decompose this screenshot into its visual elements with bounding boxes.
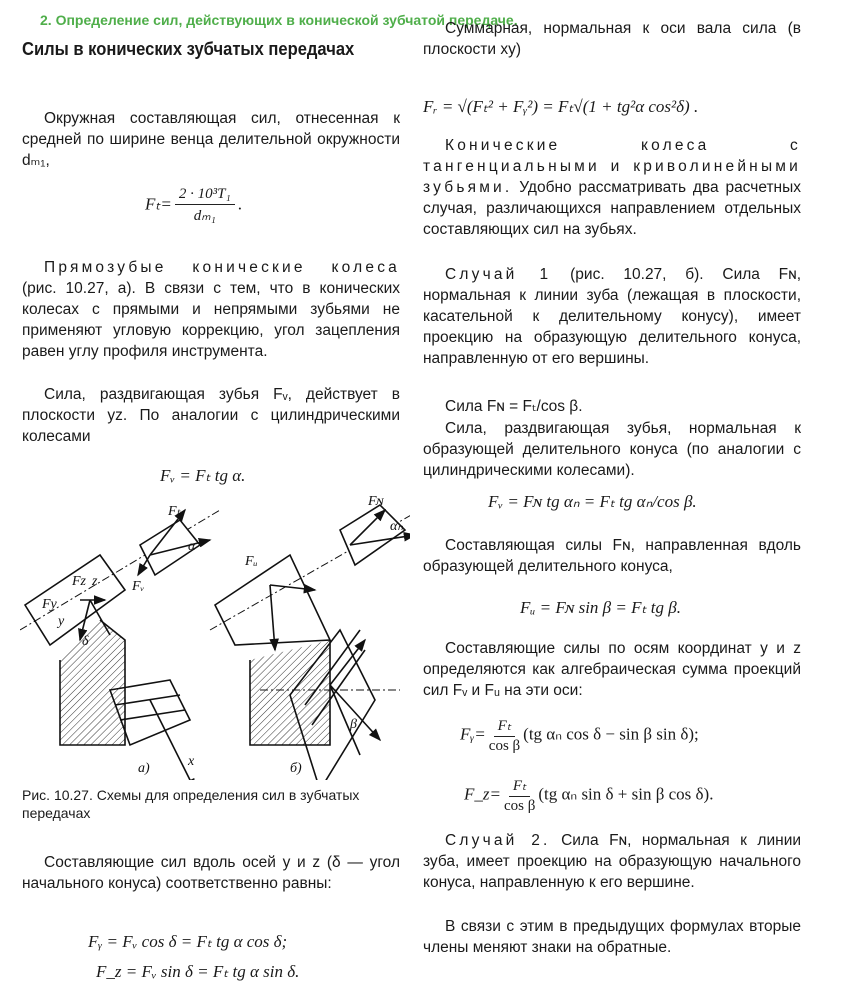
heading: Силы в конических зубчатых передачах <box>22 39 355 59</box>
paragraph-text: Составляющие силы по осям координат y и z определяются как алгебраическая сумма проекций сил Fᵥ и Fᵤ на эти оси: <box>423 640 801 699</box>
label-alpha: α <box>188 539 196 554</box>
paragraph-text: Сила, раздвигающая зубья Fᵥ, действует в плоскости yz. По аналогии с цилиндрическими колесами <box>22 386 400 445</box>
spaced-text: Случай 1 <box>445 266 552 283</box>
formula-rhs: (tg αₙ sin δ + sin β cos δ). <box>538 784 714 804</box>
formula-numerator: Fₜ <box>494 716 516 737</box>
paragraph-text: Сила Fɴ, нормальная к линии зуба, имеет проекцию на образующую начального конуса, направленную к его вершине. <box>423 832 802 891</box>
formula-fv <box>160 466 245 486</box>
spaced-text: Прямозубые конические колеса <box>44 259 400 276</box>
formula-text: Fᵧ = Fᵥ cos δ = Fₜ tg α cos δ; <box>88 932 288 951</box>
label-fn: Fɴ <box>368 494 384 509</box>
paragraph <box>423 638 801 701</box>
label-x: x <box>188 754 195 769</box>
formula-lhs: Fₜ= <box>145 194 172 214</box>
paragraph-text: Суммарная, нормальная к оси вала сила (в плоскости xy) <box>423 20 801 58</box>
formula-denominator: cos β <box>488 738 521 754</box>
paragraph-text: (рис. 10.27, б). Сила Fɴ, нормальная к линии зуба (лежащая в плоскости, касательной к делительному конусу), имеет проекцию на образующую делительного конуса, направленную от его вершины. <box>423 266 801 367</box>
formula-fy <box>88 932 287 952</box>
formula-text: F_z = Fᵥ sin δ = Fₜ tg α sin δ. <box>96 962 300 981</box>
paragraph <box>22 852 400 894</box>
section-title: 2. Определение сил, действующих в конической зубчатой передаче. <box>40 12 518 28</box>
formula-rhs: (tg αₙ cos δ − sin β sin δ); <box>523 724 699 744</box>
formula-end: . <box>237 194 242 214</box>
formula-fz <box>96 962 299 982</box>
formula-lhs: F_z= <box>464 784 501 804</box>
paragraph-text: (рис. 10.27, а). В связи с тем, что в конических колесах с прямыми и непрямыми зубьями не применяют угловую коррекцию, угол зацепления равен углу профиля инструмента. <box>22 280 400 360</box>
label-fz: Fz <box>72 574 86 589</box>
formula-numerator: Fₜ <box>509 776 531 797</box>
formula-fz-helical <box>464 776 713 815</box>
paragraph-text: Удобно рассматривать два расчетных случая, различающихся направлением отдельных составляющих сил на зубьях. <box>423 179 801 238</box>
paragraph <box>423 916 801 958</box>
label-y: y <box>58 614 65 629</box>
paragraph <box>423 418 801 481</box>
label-beta: β <box>350 717 357 732</box>
label-fv: Fᵥ <box>132 579 145 594</box>
paragraph <box>22 384 400 447</box>
paragraph-text: Составляющие сил вдоль осей y и z (δ — угол начального конуса) соответственно равны: <box>22 854 400 892</box>
label-ft: Fₜ <box>168 504 181 519</box>
label-b: б) <box>290 761 302 776</box>
paragraph-text: Сила Fɴ = Fₜ/cos β. <box>445 398 583 415</box>
formula-fy-helical <box>460 716 699 755</box>
formula-numerator: 2 · 10³T₁ <box>175 186 235 205</box>
paragraph <box>423 18 801 60</box>
formula-text: Fᵣ = √(Fₜ² + Fᵧ²) = Fₜ√(1 + tg²α cos²δ) . <box>423 97 699 116</box>
formula-ft <box>145 186 242 225</box>
label-fu: Fᵤ <box>245 554 258 569</box>
label-fy: Fy <box>42 597 57 612</box>
paragraph <box>423 135 801 240</box>
label-a: а) <box>138 761 150 776</box>
formula-denominator: cos β <box>503 798 536 814</box>
paragraph-text: Составляющая силы Fɴ, направленная вдоль образующей делительного конуса, <box>423 537 801 575</box>
formula-text: Fᵥ = Fₜ tg α. <box>160 466 246 485</box>
paragraph <box>22 257 400 362</box>
paragraph <box>423 396 801 417</box>
figure-caption: Рис. 10.27. Схемы для определения сил в зубчатых передачах <box>22 787 360 821</box>
formula-text: Fᵥ = Fɴ tg αₙ = Fₜ tg αₙ/cos β. <box>488 492 697 511</box>
paragraph-text: Окружная составляющая сил, отнесенная к средней по ширине венца делительной окружности dₘ₁, <box>22 110 400 169</box>
paragraph <box>22 108 400 171</box>
paragraph <box>423 535 801 577</box>
formula-fr <box>423 97 698 117</box>
formula-lhs: Fᵧ= <box>460 724 486 744</box>
label-z: z <box>92 574 98 589</box>
label-alpha-n: αₙ <box>390 519 403 534</box>
diagram-b <box>210 505 410 780</box>
paragraph <box>423 264 801 369</box>
formula-fv-helical <box>488 492 697 512</box>
formula-denominator: dₘ₁ <box>193 208 216 224</box>
formula-fu <box>520 598 681 618</box>
spaced-text: Конические колеса с тангенциальными и криволинейными зубьями. <box>423 137 801 196</box>
figure-bevel-gear-forces <box>20 490 410 780</box>
formula-text: Fᵤ = Fɴ sin β = Fₜ tg β. <box>520 598 681 617</box>
spaced-text: Случай 2. <box>445 832 551 849</box>
paragraph <box>423 830 801 893</box>
label-delta: δ <box>82 634 89 649</box>
paragraph-text: Сила, раздвигающая зубья, нормальная к образующей делительного конуса (по аналогии с цилиндрическими колесами). <box>423 420 801 479</box>
paragraph-text: В связи с этим в предыдущих формулах вторые члены меняют знаки на обратные. <box>423 918 801 956</box>
